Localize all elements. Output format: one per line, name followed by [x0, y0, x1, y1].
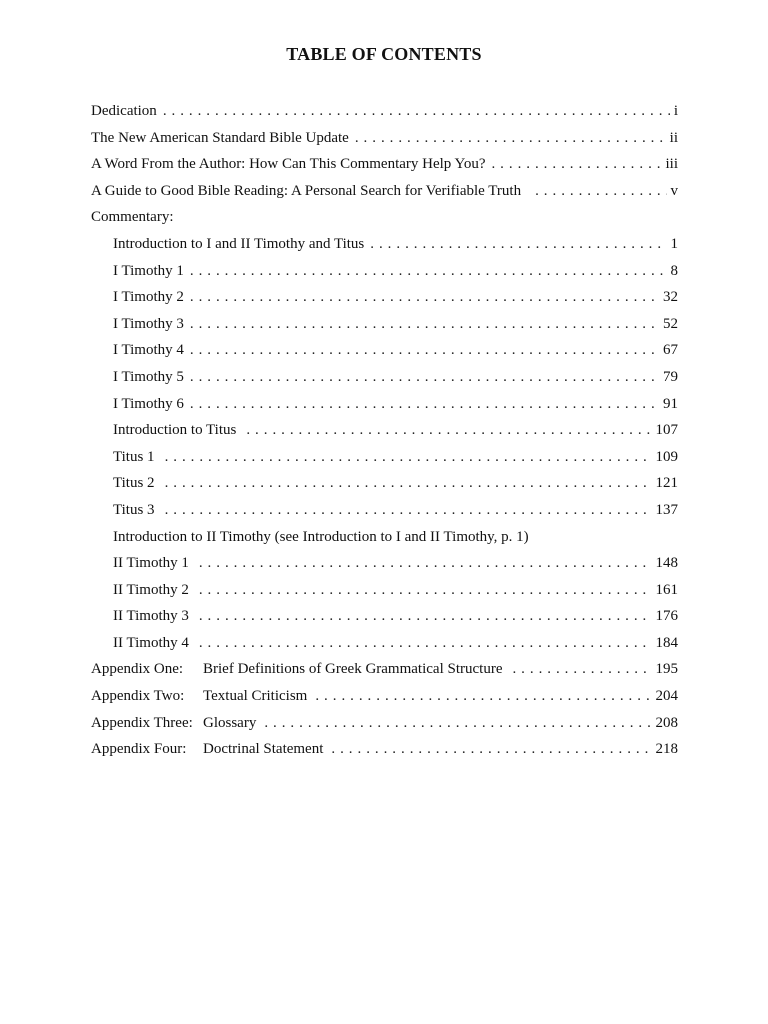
toc-entry-nasb-update[interactable]: [91, 125, 678, 152]
toc-entry-label: I Timothy 4: [113, 342, 184, 359]
toc-entry-2-timothy-2[interactable]: [91, 577, 678, 604]
toc-entry-titus-3[interactable]: [91, 497, 678, 524]
dot-leader: [331, 736, 651, 763]
toc-entry-2-timothy-3[interactable]: [91, 603, 678, 630]
toc-page-number: 32: [663, 289, 678, 306]
toc-entry-1-timothy-1[interactable]: [91, 258, 678, 285]
toc-entry-2-timothy-1[interactable]: [91, 550, 678, 577]
toc-entry-label: I Timothy 3: [113, 315, 184, 332]
appendix-label: Appendix One:: [91, 661, 184, 678]
dot-leader: [190, 311, 659, 338]
toc-page-number: 208: [655, 714, 678, 731]
dot-leader: [199, 603, 652, 630]
toc-page-number: 1: [670, 235, 678, 252]
toc-page-number: 161: [655, 581, 678, 598]
toc-entry-label: Titus 1: [113, 448, 155, 465]
appendix-title: Doctrinal Statement: [203, 741, 324, 758]
toc-page-number: iii: [665, 156, 678, 173]
toc-entry-titus-1[interactable]: [91, 444, 678, 471]
dot-leader: [199, 630, 652, 657]
dot-leader: [512, 656, 651, 683]
toc-page-number: 195: [655, 661, 678, 678]
toc-entry-titus-2[interactable]: [91, 470, 678, 497]
dot-leader: [190, 364, 659, 391]
toc-page-number: 109: [655, 448, 678, 465]
toc-entry-appendix-two[interactable]: [91, 683, 678, 710]
dot-leader: [165, 497, 652, 524]
toc-entry-label: I Timothy 2: [113, 289, 184, 306]
toc-entry-intro-timothy-titus[interactable]: [91, 231, 678, 258]
appendix-label: Appendix Three:: [91, 714, 193, 731]
toc-entry-word-from-author[interactable]: [91, 151, 678, 178]
toc-page-number: 52: [663, 315, 678, 332]
toc-entry-label: II Timothy 2: [113, 581, 189, 598]
table-of-contents: [91, 98, 678, 763]
dot-leader: [190, 284, 659, 311]
dot-leader: [165, 444, 652, 471]
dot-leader: [199, 577, 652, 604]
dot-leader: [190, 391, 659, 418]
dot-leader: [246, 417, 651, 444]
toc-entry-label: Dedication: [91, 103, 157, 119]
toc-page-number: 204: [655, 688, 678, 705]
toc-entry-label: Introduction to Titus: [113, 422, 237, 439]
toc-entry-label: Titus 2: [113, 475, 155, 492]
dot-leader: [190, 337, 659, 364]
toc-entry-label: II Timothy 4: [113, 634, 189, 651]
appendix-title: Textual Criticism: [203, 688, 308, 705]
toc-page-number: 67: [663, 342, 678, 359]
toc-entry-label: The New American Standard Bible Update: [91, 129, 349, 146]
dot-leader: [199, 550, 652, 577]
toc-entry-label: I Timothy 1: [113, 262, 184, 279]
toc-page-number: 121: [655, 475, 678, 492]
toc-entry-2-timothy-4[interactable]: [91, 630, 678, 657]
toc-page-number: 218: [655, 741, 678, 758]
toc-entry-label: A Guide to Good Bible Reading: A Personal Search for Verifiable Truth: [91, 182, 522, 199]
dot-leader: [370, 231, 666, 258]
toc-page-number: 91: [663, 395, 678, 412]
toc-entry-1-timothy-4[interactable]: [91, 337, 678, 364]
dot-leader: [163, 98, 670, 125]
toc-section-commentary: [91, 204, 678, 231]
toc-page-number: 8: [670, 262, 678, 279]
toc-page-number: 148: [655, 555, 678, 572]
dot-leader: [264, 710, 651, 737]
dot-leader: [165, 470, 652, 497]
toc-page-number: 137: [655, 501, 678, 518]
toc-section-heading: Commentary:: [91, 209, 174, 226]
dot-leader: [315, 683, 651, 710]
toc-entry-appendix-one[interactable]: [91, 656, 678, 683]
dot-leader: [491, 151, 661, 178]
toc-entry-label: Titus 3: [113, 501, 155, 518]
dot-leader: [355, 125, 666, 152]
toc-entry-label: II Timothy 3: [113, 608, 189, 625]
toc-page-number: 79: [663, 368, 678, 385]
appendix-title: Glossary: [203, 714, 257, 731]
toc-entry-label: Introduction to II Timothy (see Introduction to I and II Timothy, p. 1): [113, 528, 529, 545]
appendix-label: Appendix Two:: [91, 688, 185, 705]
toc-entry-1-timothy-2[interactable]: [91, 284, 678, 311]
dot-leader: [190, 258, 667, 285]
toc-page-number: 107: [655, 422, 678, 439]
toc-entry-label: I Timothy 5: [113, 368, 184, 385]
toc-entry-appendix-four[interactable]: [91, 736, 678, 763]
toc-entry-intro-2-timothy: [91, 524, 678, 551]
toc-page-number: 184: [655, 634, 678, 651]
toc-page-number: ii: [669, 129, 678, 146]
appendix-label: Appendix Four:: [91, 741, 187, 758]
toc-entry-appendix-three[interactable]: [91, 710, 678, 737]
toc-entry-dedication[interactable]: [91, 98, 678, 125]
toc-entry-label: A Word From the Author: How Can This Commentary Help You?: [91, 156, 486, 173]
toc-page-number: v: [670, 182, 678, 199]
dot-leader: [535, 178, 666, 205]
toc-entry-label: II Timothy 1: [113, 555, 189, 572]
toc-entry-1-timothy-6[interactable]: [91, 391, 678, 418]
toc-entry-label: I Timothy 6: [113, 395, 184, 412]
toc-entry-1-timothy-3[interactable]: [91, 311, 678, 338]
appendix-title: Brief Definitions of Greek Grammatical Structure: [203, 661, 503, 678]
toc-entry-label: Introduction to I and II Timothy and Titus: [113, 235, 365, 252]
page-title: TABLE OF CONTENTS: [286, 44, 482, 64]
toc-page-number: i: [673, 103, 678, 119]
toc-entry-guide-bible-reading[interactable]: [91, 178, 678, 205]
toc-entry-1-timothy-5[interactable]: [91, 364, 678, 391]
toc-entry-intro-titus[interactable]: [91, 417, 678, 444]
toc-page-number: 176: [655, 608, 678, 625]
